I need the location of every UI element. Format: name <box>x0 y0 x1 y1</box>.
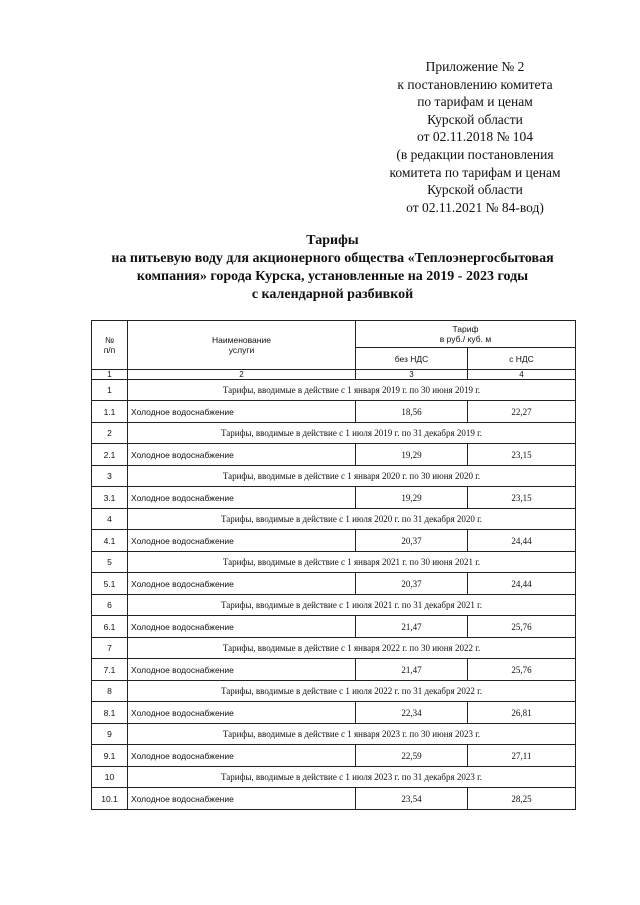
item-number: 2.1 <box>92 444 128 466</box>
appendix-line: комитета по тарифам и ценам <box>389 164 561 180</box>
section-title: Тарифы, вводимые в действие с 1 января 2023 г. по 30 июня 2023 г. <box>128 724 576 745</box>
table-row <box>92 487 576 509</box>
section-row <box>92 466 576 487</box>
header-tariff: Тариф в руб./ куб. м <box>356 321 576 348</box>
table-row <box>92 530 576 552</box>
header-number: № п/п <box>92 321 128 370</box>
section-number: 1 <box>92 380 128 401</box>
tariff-no-vat: 21,47 <box>356 616 468 638</box>
section-number: 4 <box>92 509 128 530</box>
tariff-with-vat: 22,27 <box>468 401 576 423</box>
service-name: Холодное водоснабжение <box>128 702 356 724</box>
item-number: 1.1 <box>92 401 128 423</box>
tariff-with-vat: 25,76 <box>468 616 576 638</box>
section-row <box>92 423 576 444</box>
section-row <box>92 767 576 788</box>
section-row <box>92 595 576 616</box>
section-number: 5 <box>92 552 128 573</box>
item-number: 10.1 <box>92 788 128 810</box>
tariff-no-vat: 18,56 <box>356 401 468 423</box>
service-name: Холодное водоснабжение <box>128 788 356 810</box>
tariff-with-vat: 23,15 <box>468 444 576 466</box>
section-title: Тарифы, вводимые в действие с 1 января 2021 г. по 30 июня 2021 г. <box>128 552 576 573</box>
section-title: Тарифы, вводимые в действие с 1 июля 2022 г. по 31 декабря 2022 г. <box>128 681 576 702</box>
tariff-no-vat: 20,37 <box>356 573 468 595</box>
tariff-with-vat: 25,76 <box>468 659 576 681</box>
tariff-no-vat: 19,29 <box>356 444 468 466</box>
column-index: 1 <box>92 370 128 380</box>
column-index: 2 <box>128 370 356 380</box>
appendix-line: Приложение № 2 <box>425 59 525 74</box>
tariff-with-vat: 23,15 <box>468 487 576 509</box>
title-line: Тарифы <box>306 233 359 248</box>
section-number: 3 <box>92 466 128 487</box>
service-name: Холодное водоснабжение <box>128 616 356 638</box>
service-name: Холодное водоснабжение <box>128 573 356 595</box>
service-name: Холодное водоснабжение <box>128 401 356 423</box>
service-name: Холодное водоснабжение <box>128 530 356 552</box>
item-number: 6.1 <box>92 616 128 638</box>
section-row <box>92 380 576 401</box>
title-line: на питьевую воду для акционерного общества «Теплоэнергосбытовая <box>111 251 554 266</box>
appendix-note <box>360 58 590 216</box>
header-with-vat: с НДС <box>468 348 576 370</box>
tariff-no-vat: 22,59 <box>356 745 468 767</box>
title-line: с календарной разбивкой <box>251 287 414 302</box>
section-title: Тарифы, вводимые в действие с 1 января 2020 г. по 30 июня 2020 г. <box>128 466 576 487</box>
service-name: Холодное водоснабжение <box>128 487 356 509</box>
tariff-with-vat: 26,81 <box>468 702 576 724</box>
section-title: Тарифы, вводимые в действие с 1 июля 2020 г. по 31 декабря 2020 г. <box>128 509 576 530</box>
document-title <box>60 232 605 304</box>
header-service: Наименование услуги <box>128 321 356 370</box>
tariff-no-vat: 21,47 <box>356 659 468 681</box>
appendix-line: от 02.11.2018 № 104 <box>417 129 533 145</box>
section-row <box>92 724 576 745</box>
section-number: 9 <box>92 724 128 745</box>
title-line: компания» города Курска, установленные на 2019 - 2023 годы <box>136 269 529 284</box>
section-number: 6 <box>92 595 128 616</box>
appendix-line: от 02.11.2021 № 84-вод) <box>406 199 544 215</box>
appendix-line: по тарифам и ценам <box>417 94 533 110</box>
tariff-with-vat: 27,11 <box>468 745 576 767</box>
service-name: Холодное водоснабжение <box>128 444 356 466</box>
section-title: Тарифы, вводимые в действие с 1 июля 2023 г. по 31 декабря 2023 г. <box>128 767 576 788</box>
tariff-table-body <box>92 380 576 810</box>
item-number: 5.1 <box>92 573 128 595</box>
item-number: 4.1 <box>92 530 128 552</box>
tariff-no-vat: 23,54 <box>356 788 468 810</box>
section-row <box>92 509 576 530</box>
service-name: Холодное водоснабжение <box>128 745 356 767</box>
appendix-line: к постановлению комитета <box>397 76 553 92</box>
tariff-no-vat: 20,37 <box>356 530 468 552</box>
table-row <box>92 444 576 466</box>
column-index: 3 <box>356 370 468 380</box>
section-row <box>92 681 576 702</box>
section-number: 7 <box>92 638 128 659</box>
item-number: 7.1 <box>92 659 128 681</box>
appendix-line: (в редакции постановления <box>396 146 554 162</box>
header-no-vat: без НДС <box>356 348 468 370</box>
tariff-no-vat: 19,29 <box>356 487 468 509</box>
table-row <box>92 616 576 638</box>
item-number: 8.1 <box>92 702 128 724</box>
section-number: 10 <box>92 767 128 788</box>
tariff-no-vat: 22,34 <box>356 702 468 724</box>
tariff-with-vat: 24,44 <box>468 530 576 552</box>
column-index: 4 <box>468 370 576 380</box>
section-title: Тарифы, вводимые в действие с 1 июля 2021 г. по 31 декабря 2021 г. <box>128 595 576 616</box>
section-row <box>92 638 576 659</box>
appendix-line: Курской области <box>427 182 523 198</box>
section-title: Тарифы, вводимые в действие с 1 июля 2019 г. по 31 декабря 2019 г. <box>128 423 576 444</box>
table-row <box>92 702 576 724</box>
table-row <box>92 745 576 767</box>
section-number: 2 <box>92 423 128 444</box>
table-row <box>92 788 576 810</box>
table-row <box>92 401 576 423</box>
tariff-with-vat: 24,44 <box>468 573 576 595</box>
section-number: 8 <box>92 681 128 702</box>
table-row <box>92 659 576 681</box>
item-number: 9.1 <box>92 745 128 767</box>
appendix-line: Курской области <box>427 111 523 127</box>
section-title: Тарифы, вводимые в действие с 1 января 2022 г. по 30 июня 2022 г. <box>128 638 576 659</box>
service-name: Холодное водоснабжение <box>128 659 356 681</box>
section-title: Тарифы, вводимые в действие с 1 января 2019 г. по 30 июня 2019 г. <box>128 380 576 401</box>
tariff-table <box>91 320 576 810</box>
item-number: 3.1 <box>92 487 128 509</box>
tariff-with-vat: 28,25 <box>468 788 576 810</box>
section-row <box>92 552 576 573</box>
table-row <box>92 573 576 595</box>
